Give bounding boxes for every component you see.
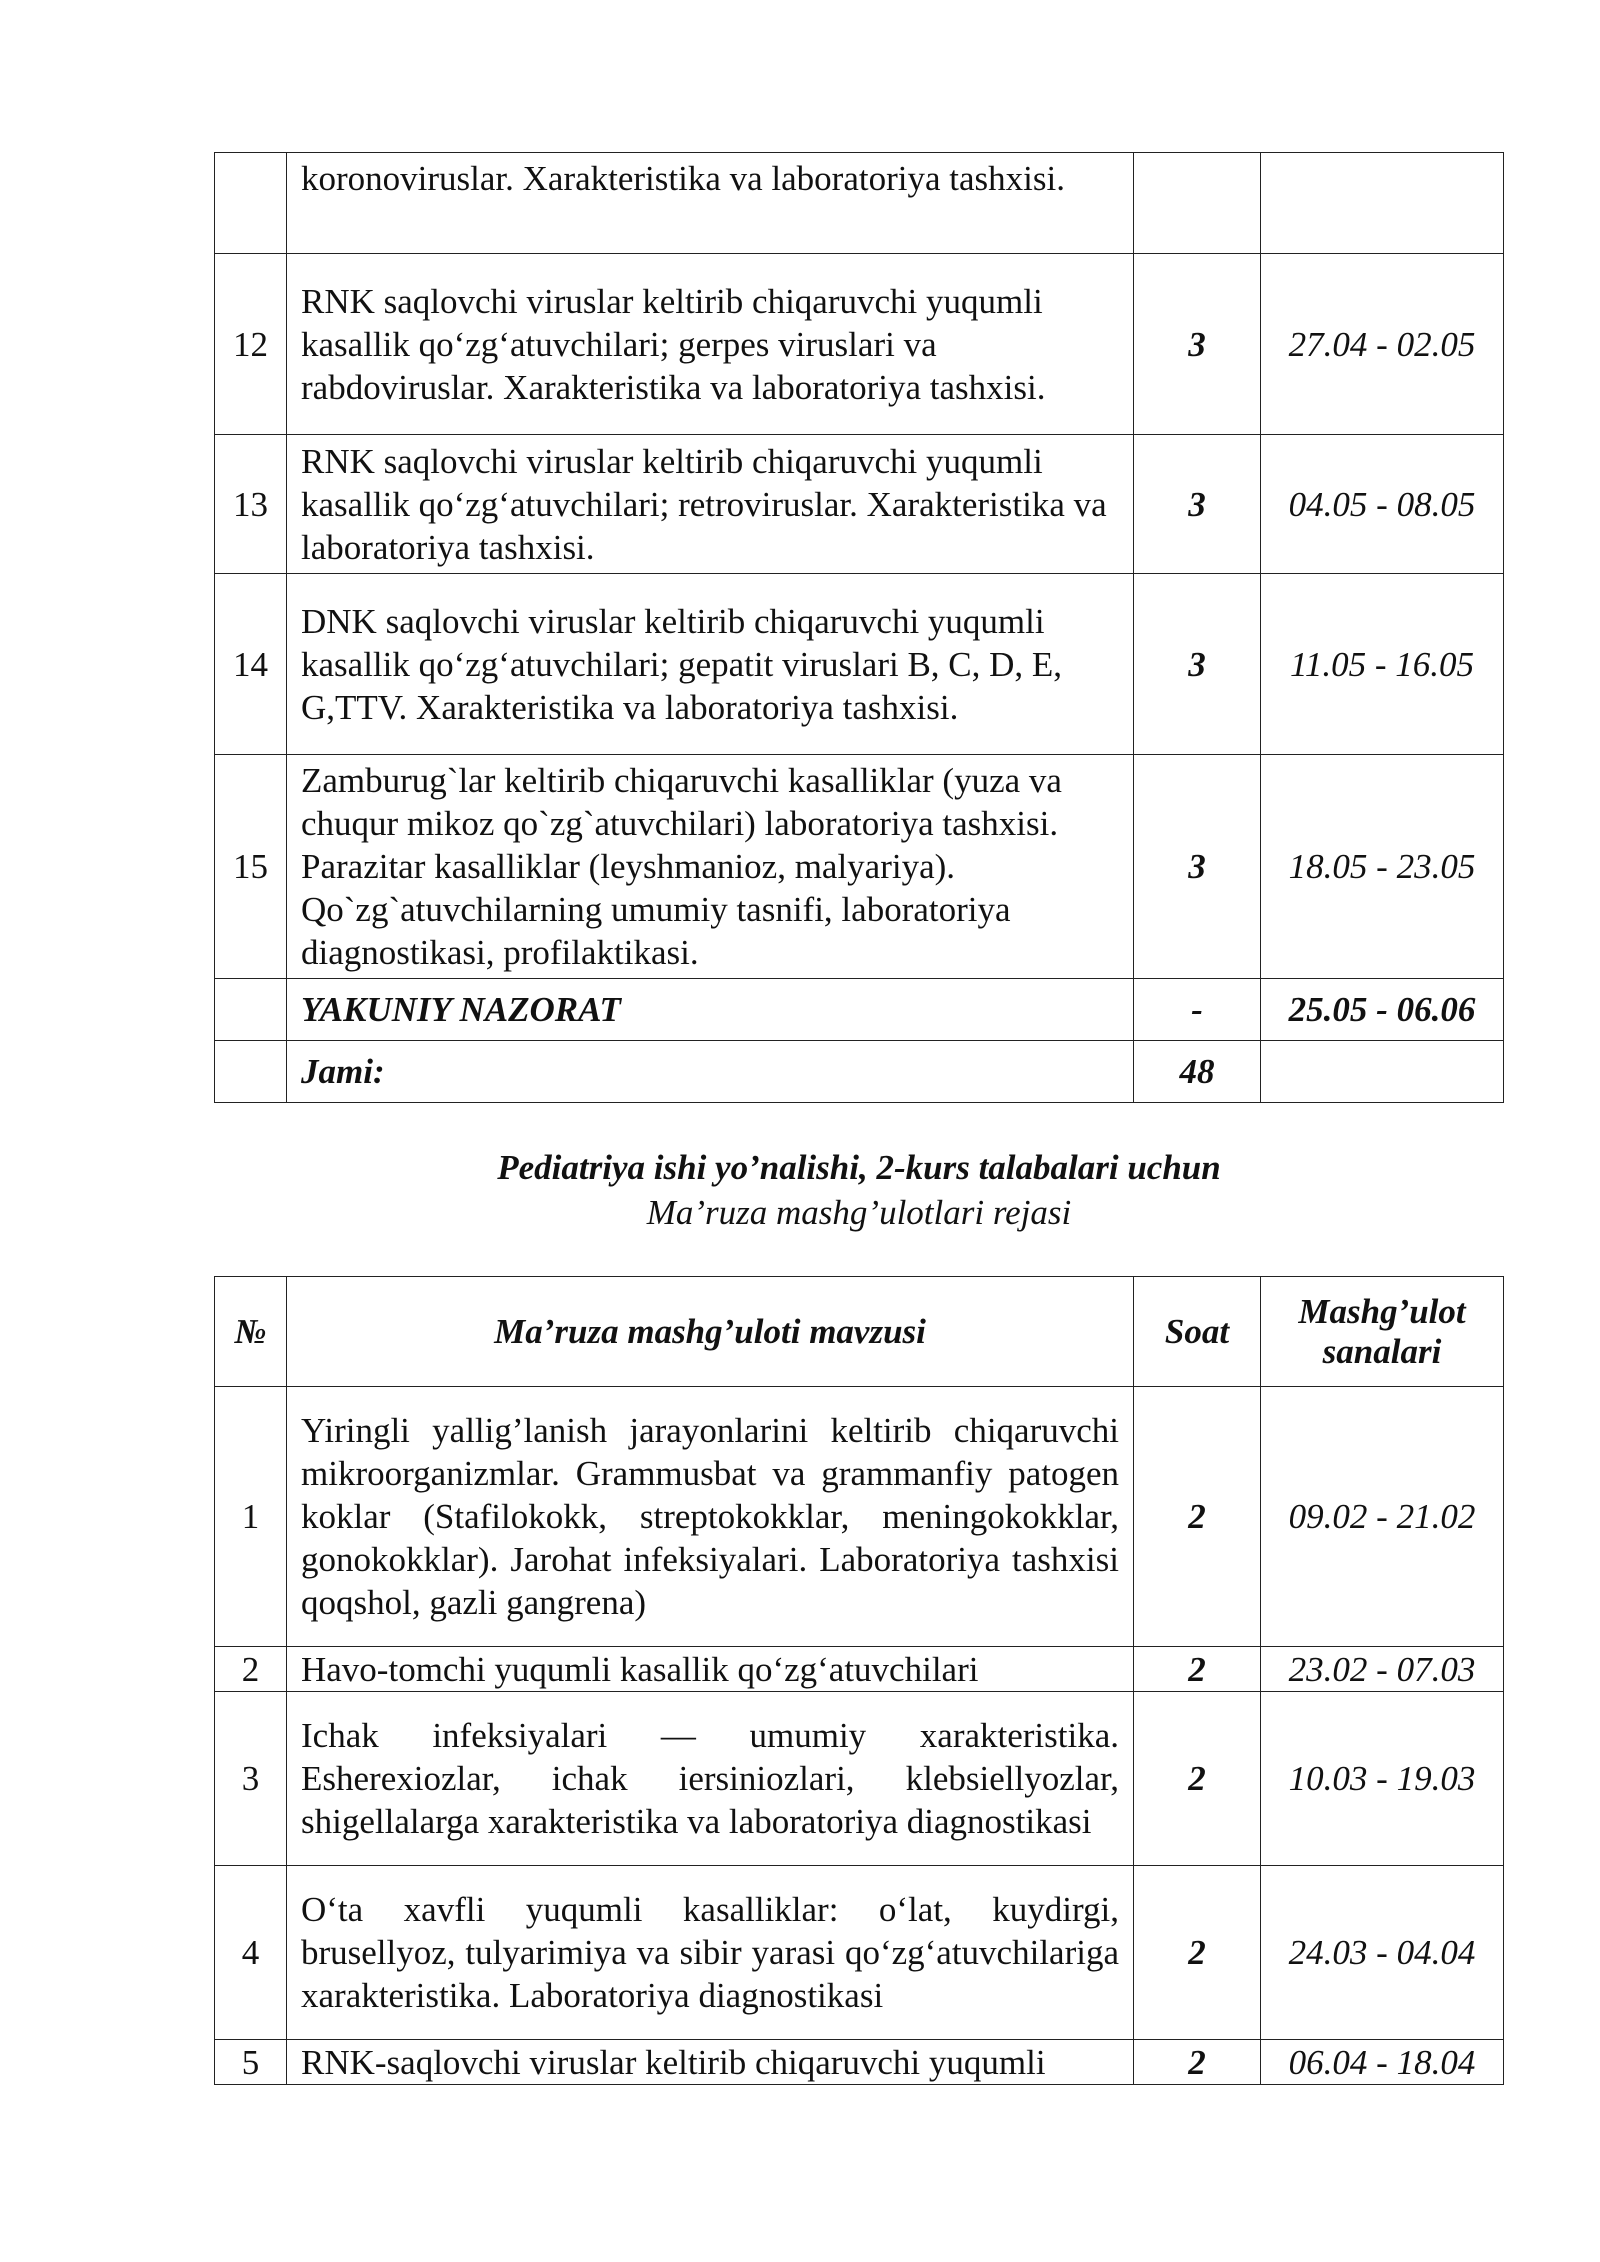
schedule-table-2 <box>214 1276 1504 2085</box>
table-header-row <box>215 1277 1504 1387</box>
header-topic: Ma’ruza mashg’uloti mavzusi <box>287 1277 1134 1387</box>
row-number: 13 <box>215 435 287 574</box>
row-hours <box>1134 153 1261 254</box>
table-row <box>215 1866 1504 2040</box>
table-row <box>215 2040 1504 2085</box>
section-subtitle: Ma’ruza mashg’ulotlari rejasi <box>646 1193 1072 1232</box>
row-number <box>215 153 287 254</box>
row-dates: 25.05 - 06.06 <box>1261 979 1504 1041</box>
header-number: № <box>215 1277 287 1387</box>
row-number: 12 <box>215 254 287 435</box>
row-number: 1 <box>215 1387 287 1647</box>
row-hours: 2 <box>1134 1866 1261 2040</box>
row-dates: 18.05 - 23.05 <box>1261 755 1504 979</box>
total-hours: 48 <box>1134 1041 1261 1103</box>
final-control-row <box>215 979 1504 1041</box>
row-dates: 10.03 - 19.03 <box>1261 1692 1504 1866</box>
row-topic: koronoviruslar. Xarakteristika va laboratoriya tashxisi. <box>287 153 1134 254</box>
table-row <box>215 755 1504 979</box>
row-number <box>215 1041 287 1103</box>
final-control-label: YAKUNIY NAZORAT <box>287 979 1134 1041</box>
row-number: 2 <box>215 1647 287 1692</box>
row-topic: RNK-saqlovchi viruslar keltirib chiqaruvchi yuqumli <box>287 2040 1134 2085</box>
row-dates: 04.05 - 08.05 <box>1261 435 1504 574</box>
total-label: Jami: <box>287 1041 1134 1103</box>
row-dates: 24.03 - 04.04 <box>1261 1866 1504 2040</box>
row-dates: 06.04 - 18.04 <box>1261 2040 1504 2085</box>
row-number: 3 <box>215 1692 287 1866</box>
row-dates: 23.02 - 07.03 <box>1261 1647 1504 1692</box>
row-number <box>215 979 287 1041</box>
row-hours: 2 <box>1134 1647 1261 1692</box>
row-number: 4 <box>215 1866 287 2040</box>
table-row <box>215 435 1504 574</box>
row-topic: DNK saqlovchi viruslar keltirib chiqaruvchi yuqumli kasallik qo‘zg‘atuvchilari; gepatit viruslari B, C, D, E, G,TTV. Xarakteristika va laboratoriya tashxisi. <box>287 574 1134 755</box>
total-row <box>215 1041 1504 1103</box>
header-dates <box>1261 1277 1504 1387</box>
header-hours: Soat <box>1134 1277 1261 1387</box>
table-row <box>215 254 1504 435</box>
row-dates <box>1261 1041 1504 1103</box>
row-dates: 09.02 - 21.02 <box>1261 1387 1504 1647</box>
row-number: 5 <box>215 2040 287 2085</box>
header-dates-line1: Mashg’ulot <box>1298 1291 1466 1331</box>
row-topic: Ichak infeksiyalari — umumiy xarakteristika. Esherexiozlar, ichak iersiniozlari, klebsiellyozlar, shigellalarga xarakteristika va laboratoriya diagnostikasi <box>287 1692 1134 1866</box>
row-dates <box>1261 153 1504 254</box>
section-title: Pediatriya ishi yo’nalishi, 2-kurs talabalari uchun <box>497 1148 1221 1187</box>
table-row <box>215 1692 1504 1866</box>
row-hours: 3 <box>1134 755 1261 979</box>
row-topic: Yiringli yallig’lanish jarayonlarini keltirib chiqaruvchi mikroorganizmlar. Grammusbat va grammanfiy patogen koklar (Stafilokokk, streptokokklar, meningokokklar, gonokokklar). Jarohat infeksiyalari. Laboratoriya tashxisi qoqshol, gazli gangrena) <box>287 1387 1134 1647</box>
row-hours: 2 <box>1134 2040 1261 2085</box>
row-topic: RNK saqlovchi viruslar keltirib chiqaruvchi yuqumli kasallik qo‘zg‘atuvchilari; gerpes viruslari va rabdoviruslar. Xarakteristika va laboratoriya tashxisi. <box>287 254 1134 435</box>
row-dates: 27.04 - 02.05 <box>1261 254 1504 435</box>
row-topic: RNK saqlovchi viruslar keltirib chiqaruvchi yuqumli kasallik qo‘zg‘atuvchilari; retroviruslar. Xarakteristika va laboratoriya tashxisi. <box>287 435 1134 574</box>
row-hours: 2 <box>1134 1387 1261 1647</box>
header-dates-line2: sanalari <box>1322 1331 1442 1371</box>
row-topic: Havo-tomchi yuqumli kasallik qo‘zg‘atuvchilari <box>287 1647 1134 1692</box>
row-dates: 11.05 - 16.05 <box>1261 574 1504 755</box>
row-number: 15 <box>215 755 287 979</box>
schedule-table-1 <box>214 152 1504 1103</box>
row-hours: 3 <box>1134 574 1261 755</box>
row-hours: 3 <box>1134 254 1261 435</box>
table-row <box>215 153 1504 254</box>
row-number: 14 <box>215 574 287 755</box>
table-row <box>215 1647 1504 1692</box>
table-row <box>215 1387 1504 1647</box>
row-topic: O‘ta xavfli yuqumli kasalliklar: o‘lat, kuydirgi, brusellyoz, tulyarimiya va sibir yarasi qo‘zg‘atuvchilariga xarakteristika. Laboratoriya diagnostikasi <box>287 1866 1134 2040</box>
row-hours: - <box>1134 979 1261 1041</box>
row-topic: Zamburug`lar keltirib chiqaruvchi kasalliklar (yuza va chuqur mikoz qo`zg`atuvchilari) laboratoriya tashxisi. Parazitar kasalliklar (leyshmanioz, malyariya). Qo`zg`atuvchilarning umumiy tasnifi, laboratoriya diagnostikasi, profilaktikasi. <box>287 755 1134 979</box>
row-hours: 3 <box>1134 435 1261 574</box>
row-hours: 2 <box>1134 1692 1261 1866</box>
table-row <box>215 574 1504 755</box>
